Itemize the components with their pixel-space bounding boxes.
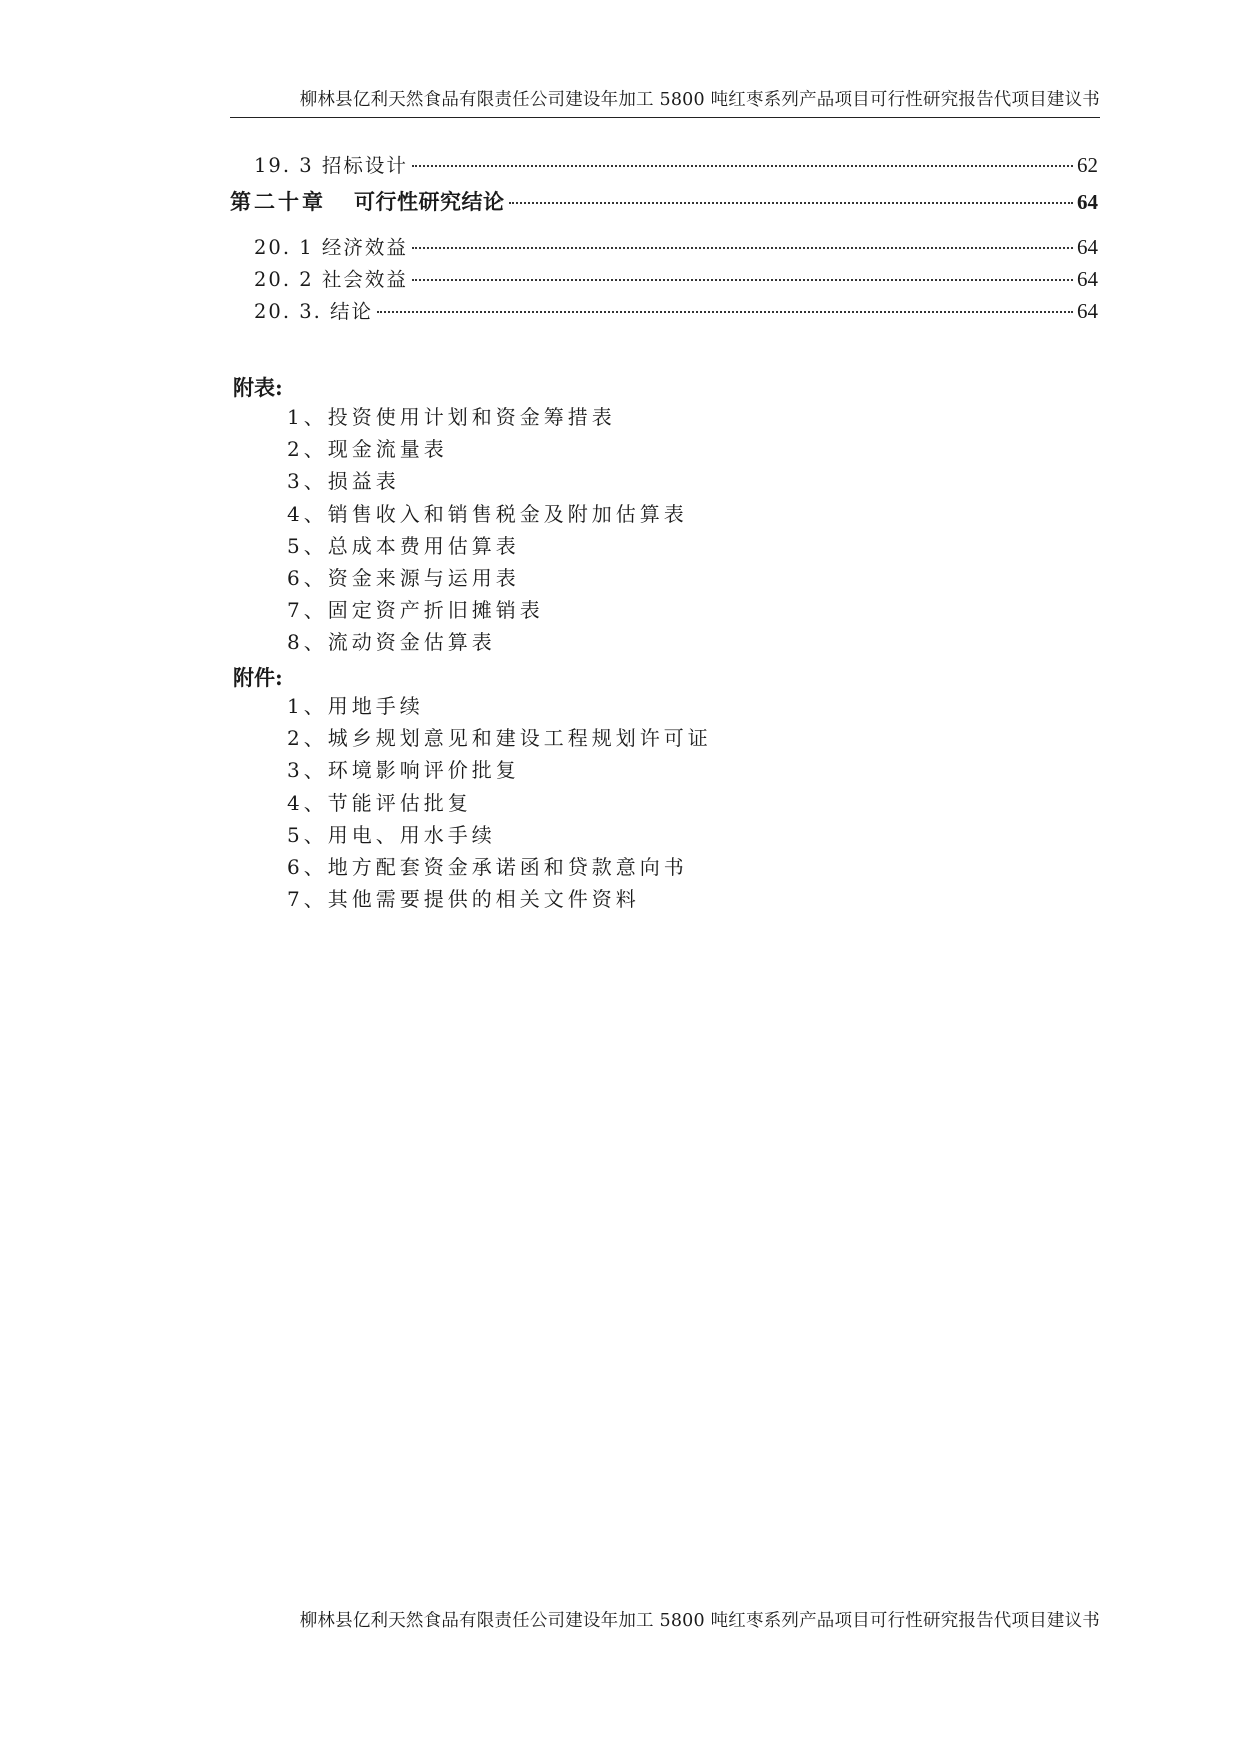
page-header [230,86,1100,118]
list-item: 3、环境影响评价批复 [287,758,520,783]
toc-chapter-title: 可行性研究结论 [354,189,505,214]
list-item: 7、固定资产折旧摊销表 [287,598,544,623]
toc-entry-label: 19. 3 招标设计 [254,154,408,177]
page-footer [230,1607,1100,1632]
list-item: 3、损益表 [287,469,400,494]
toc-entry-20-1[interactable] [230,232,1098,264]
list-item: 5、总成本费用估算表 [287,533,520,558]
attachments-list [287,690,712,915]
toc-entry-20-2[interactable] [230,264,1098,296]
list-item: 1、投资使用计划和资金筹措表 [287,405,616,429]
toc-chapter-20[interactable] [230,186,1098,232]
toc-page-number: 64 [1077,299,1098,323]
attachments-heading: 附件: [233,665,283,690]
list-item: 7、其他需要提供的相关文件资料 [287,887,640,912]
toc-dot-leader [509,202,1074,204]
toc-page-number: 62 [1077,153,1098,177]
toc-dot-leader [412,279,1073,281]
toc-page-number: 64 [1077,190,1098,214]
toc-dot-leader [377,311,1073,313]
toc-entry-label: 20. 1 经济效益 [254,236,408,259]
list-item: 5、用电、用水手续 [287,822,496,847]
list-item: 4、销售收入和销售税金及附加估算表 [287,501,688,526]
table-of-contents [230,150,1098,328]
toc-page-number: 64 [1077,235,1098,259]
toc-dot-leader [412,165,1073,167]
footer-title: 柳林县亿利天然食品有限责任公司建设年加工 5800 吨红枣系列产品项目可行性研究报告代项目建议书 [299,1611,1100,1631]
toc-page-number: 64 [1077,267,1098,291]
header-title: 柳林县亿利天然食品有限责任公司建设年加工 5800 吨红枣系列产品项目可行性研究报告代项目建议书 [299,90,1100,110]
list-item: 8、流动资金估算表 [287,630,496,655]
toc-entry-label: 20. 2 社会效益 [254,268,408,291]
appendix-tables-list [287,401,688,659]
list-item: 6、资金来源与运用表 [287,566,520,591]
toc-entry-label: 20. 3. 结论 [254,300,374,323]
toc-entry-19-3[interactable] [230,150,1098,182]
toc-chapter-number: 第二十章 [230,189,326,214]
list-item: 6、地方配套资金承诺函和贷款意向书 [287,855,688,880]
list-item: 2、现金流量表 [287,437,448,462]
toc-dot-leader [412,247,1073,249]
toc-entry-20-3[interactable] [230,296,1098,328]
appendix-tables-heading: 附表: [233,375,283,400]
list-item: 4、节能评估批复 [287,790,472,815]
list-item: 2、城乡规划意见和建设工程规划许可证 [287,726,712,751]
list-item: 1、用地手续 [287,694,424,718]
